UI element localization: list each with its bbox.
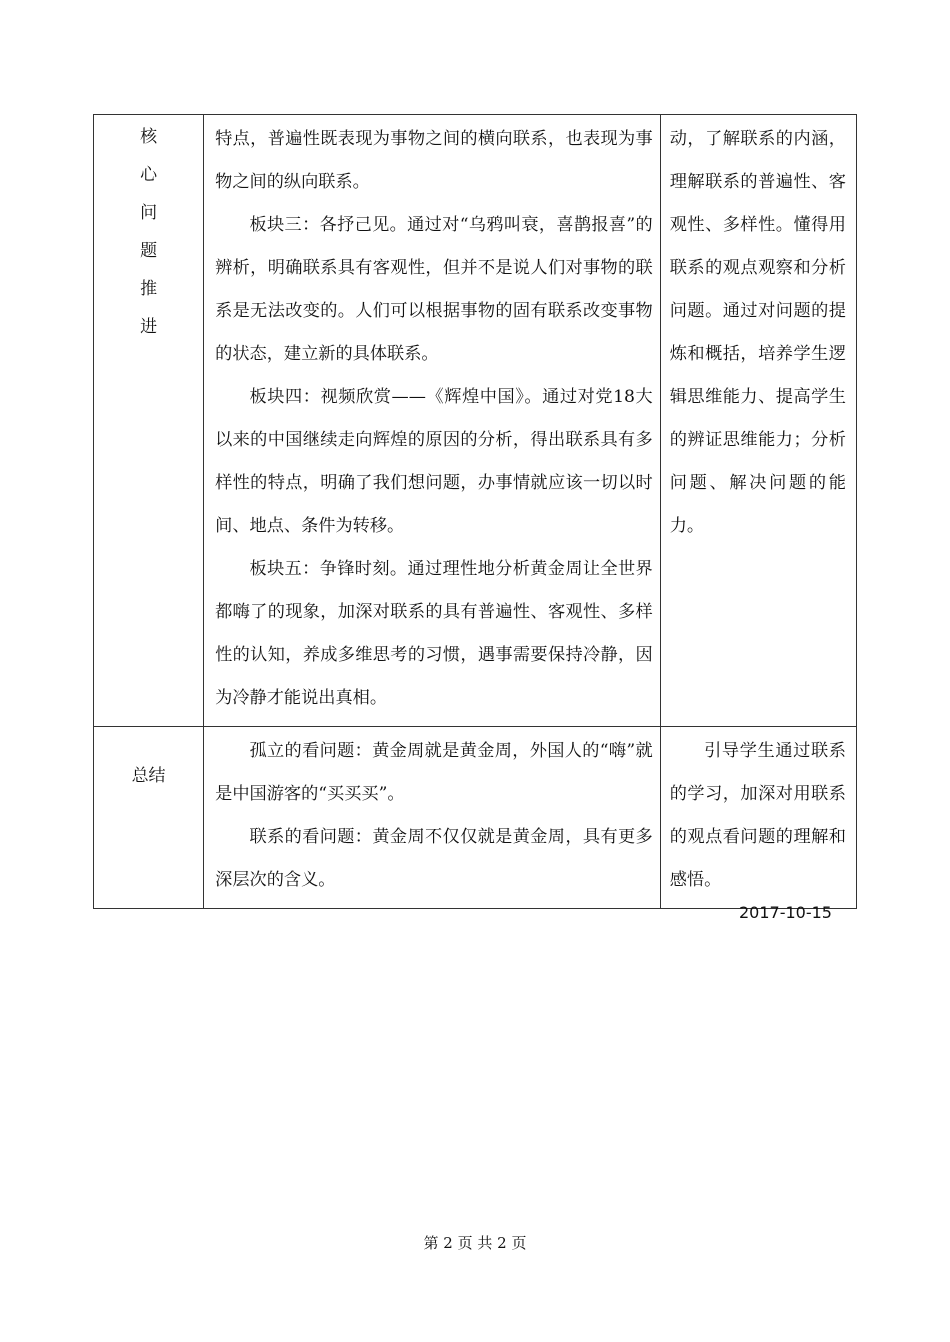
content-paragraph: 孤立的看问题：黄金周就是黄金周，外国人的“嗨”就是中国游客的“买买买”。 [215, 741, 653, 804]
document-date: 2017-10-15 [739, 903, 832, 922]
content-paragraph: 联系的看问题：黄金周不仅仅就是黄金周，具有更多深层次的含义。 [215, 827, 653, 890]
label-char: 问 [140, 203, 158, 223]
table-row-summary [94, 727, 857, 909]
aim-cell [660, 115, 856, 727]
row-label-cell [94, 115, 204, 727]
lesson-plan-table [93, 114, 857, 909]
row-label-core-questions [94, 115, 203, 346]
row-label-cell [94, 727, 204, 909]
label-char: 题 [140, 241, 158, 261]
page-footer: 第 2 页 共 2 页 [423, 1234, 527, 1252]
content-cell [204, 727, 661, 909]
aim-text: 引导学生通过联系的学习，加深对用联系的观点看问题的理解和感悟。 [669, 741, 846, 890]
aim-cell [660, 727, 856, 909]
row-label-summary: 总结 [131, 766, 166, 786]
table-row-core-questions [94, 115, 857, 727]
label-char: 进 [140, 317, 158, 337]
label-char: 心 [140, 165, 158, 185]
content-paragraph: 板块三：各抒己见。通过对“乌鸦叫衰，喜鹊报喜”的辨析，明确联系具有客观性，但并不是说人们对事物的联系是无法改变的。人们可以根据事物的固有联系改变事物的状态，建立新的具体联系。 [215, 215, 653, 364]
aim-text: 动，了解联系的内涵，理解联系的普遍性、客观性、多样性。懂得用联系的观点观察和分析问题。通过对问题的提炼和概括，培养学生逻辑思维能力、提高学生的辨证思维能力；分析问题、解决问题的能力。 [669, 129, 846, 536]
content-paragraph: 板块四：视频欣赏——《辉煌中国》。通过对党18大以来的中国继续走向辉煌的原因的分析，得出联系具有多样性的特点，明确了我们想问题，办事情就应该一切以时间、地点、条件为转移。 [215, 387, 653, 536]
content-paragraph: 板块五：争锋时刻。通过理性地分析黄金周让全世界都嗨了的现象，加深对联系的具有普遍性、客观性、多样性的认知，养成多维思考的习惯，遇事需要保持冷静，因为冷静才能说出真相。 [215, 559, 653, 708]
content-paragraph: 特点，普遍性既表现为事物之间的横向联系，也表现为事物之间的纵向联系。 [215, 129, 653, 192]
label-char: 核 [140, 127, 158, 147]
label-char: 推 [140, 279, 158, 299]
content-cell [204, 115, 661, 727]
